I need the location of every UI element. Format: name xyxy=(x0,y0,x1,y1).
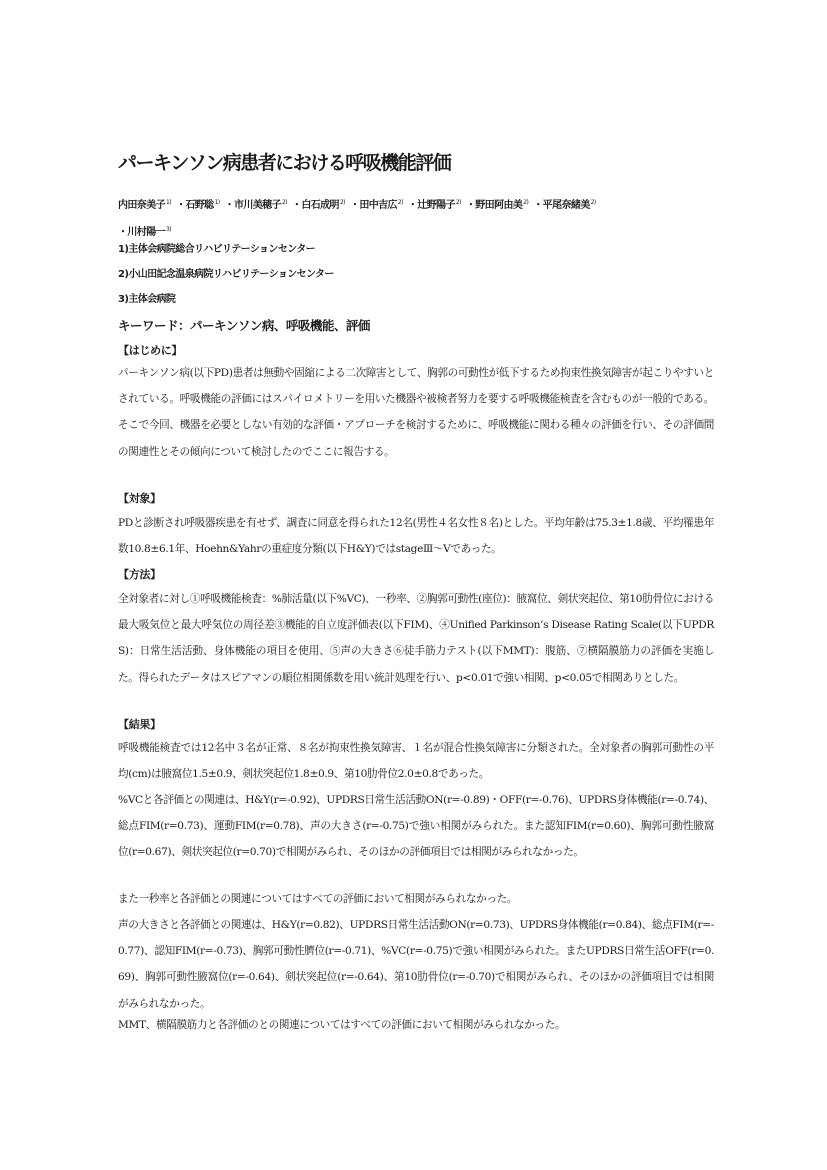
affiliation-3: 3)主体会病院 xyxy=(118,294,176,305)
author-affiliation-mark: 2) xyxy=(523,199,529,206)
author-affiliation-mark: 2) xyxy=(590,199,596,206)
heading-introduction: 【はじめに】 xyxy=(118,344,183,357)
author-affiliation-mark: 2) xyxy=(281,199,287,206)
author-affiliation-mark: 3) xyxy=(166,226,171,233)
paragraph-results-4: 声の大きさと各評価との関連は、H&Y(r=0.82)、UPDRS日常生活活動ON(r=0.73)、UPDRS身体機能(r=0.84)、総点FIM(r=-0.77)、認知FIM(r=-0.73)、胸郭可動性臍位(r=-0.71)、%VC(r=-0.75)で強い相関がみられた。またUPDRS日常生活OFF(r=0.69)、胸郭可動性腋窩位(r=-0.64)、剣状突起位(r=-0.64)、第10肋骨位(r=-0.70)で相関がみられ、そのほかの評価項目では相関がみられなかった。 xyxy=(118,919,714,1010)
author-separator: ・ xyxy=(349,200,360,211)
author-name: 平尾奈緒美 xyxy=(542,200,590,211)
paragraph-introduction: パーキンソン病(以下PD)患者は無動や固縮による二次障害として、胸郭の可動性が低下するため拘束性換気障害が起こりやすいとされている。呼吸機能の評価にはスパイロメトリーを用いた機器や被検者努力を要する呼吸機能検査を含むものが一般的である。そこで今回、機器を必要としない有効的な評価・アプローチを検討するために、呼吸機能に関わる種々の評価を行い、その評価間の関連性とその傾向について検討したのでここに報告する。 xyxy=(118,367,714,458)
author-separator: ・ xyxy=(407,200,418,211)
heading-subjects: 【対象】 xyxy=(118,492,161,505)
author-name: 辻野陽子 xyxy=(417,200,455,211)
author-separator: ・ xyxy=(175,200,186,211)
paper-title: パーキンソン病患者における呼吸機能評価 xyxy=(118,152,451,174)
paragraph-results-1: 呼吸機能検査では12名中３名が正常、８名が拘束性換気障害、１名が混合性換気障害に分類された。全対象者の胸郭可動性の平均(cm)は腋窩位1.5±0.9、剣状突起位1.8±0.9、第10肋骨位2.0±0.8であった。 xyxy=(118,742,714,781)
keywords: キーワード：パーキンソン病、呼吸機能、評価 xyxy=(118,318,370,333)
author-line-2 xyxy=(118,218,718,245)
paragraph-results-3: また一秒率と各評価との関連についてはすべての評価において相関がみられなかった。 xyxy=(118,893,518,905)
author-name: 川村陽一 xyxy=(127,227,166,238)
author-affiliation-mark: 2) xyxy=(397,199,403,206)
author-name: 内田奈美子 xyxy=(118,200,165,211)
author-line-1 xyxy=(118,191,718,218)
author-affiliation-mark: 1) xyxy=(166,199,171,206)
author-affiliation-mark: 1) xyxy=(214,199,220,206)
affiliation-2: 2)小山田記念温泉病院リハビリテーションセンター xyxy=(118,269,334,280)
author-separator: ・ xyxy=(118,227,128,238)
paragraph-results-2: %VCと各評価との関連は、H&Y(r=-0.92)、UPDRS日常生活活動ON(r=-0.89)・OFF(r=-0.76)、UPDRS身体機能(r=-0.74)、総点FIM(r=0.73)、運動FIM(r=0.78)、声の大きさ(r=-0.75)で強い相関がみられた。また認知FIM(r=0.60)、胸郭可動性腋窩位(r=0.67)、剣状突起位(r=0.70)で相関がみられ、そのほかの評価項目では相関がみられなかった。 xyxy=(118,794,714,859)
author-name: 石野聡 xyxy=(185,200,214,211)
author-name: 白石成明 xyxy=(301,200,339,211)
author-separator: ・ xyxy=(533,200,543,211)
heading-results: 【結果】 xyxy=(118,718,161,731)
author-name: 野田阿由美 xyxy=(475,200,523,211)
affiliation-1: 1)主体会病院総合リハビリテーションセンター xyxy=(118,244,316,255)
author-separator: ・ xyxy=(291,200,302,211)
paragraph-subjects: PDと診断され呼吸器疾患を有せず、調査に同意を得られた12名(男性４名女性８名)とした。平均年齢は75.3±1.8歳、平均罹患年数10.8±6.1年、Hoehn&Yahrの重症度分類(以下H&Y)ではstageⅢ～Ⅴであった。 xyxy=(118,517,714,556)
paragraph-results-5: MMT、横隔膜筋力と各評価のとの関連についてはすべての評価において相関がみられなかった。 xyxy=(118,1019,566,1031)
author-name: 田中吉広 xyxy=(359,200,397,211)
author-separator: ・ xyxy=(224,200,234,211)
paragraph-methods: 全対象者に対し①呼吸機能検査：%肺活量(以下%VC)、一秒率、②胸郭可動性(座位)：腋窩位、剣状突起位、第10肋骨位における最大吸気位と最大呼気位の周径差③機能的自立度評価表(以下FIM)、④Unified Parkinson’s Disease Rating Scale(以下UPDRS)：日常生活活動、身体機能の項目を使用、⑤声の大きさ⑥徒手筋力テスト(以下MMT)：腹筋、⑦横隔膜筋力の評価を実施した。得られたデータはスピアマンの順位相関係数を用い統計処理を行い、p<0.01で強い相関、p<0.05で相関ありとした。 xyxy=(118,593,714,684)
heading-methods: 【方法】 xyxy=(118,568,161,581)
author-list xyxy=(118,191,718,245)
author-name: 市川美穂子 xyxy=(233,200,281,211)
author-affiliation-mark: 2) xyxy=(339,199,345,206)
author-affiliation-mark: 2) xyxy=(455,199,461,206)
author-separator: ・ xyxy=(465,200,476,211)
